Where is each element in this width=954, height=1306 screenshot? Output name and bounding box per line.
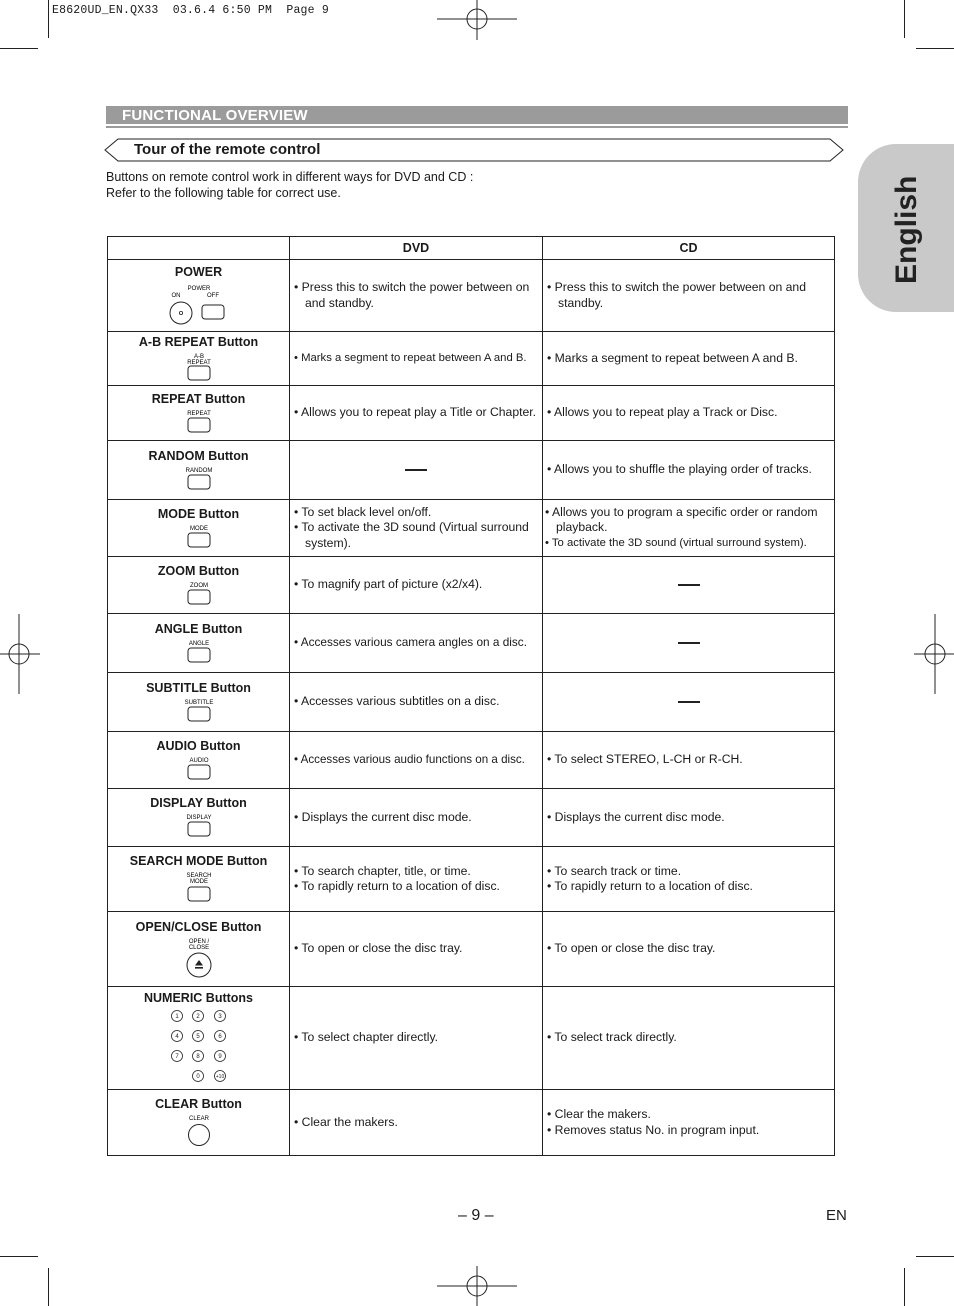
table-row <box>108 500 835 557</box>
angle-button-icon <box>184 639 214 665</box>
icon-label: REPEAT <box>186 410 211 417</box>
cd-description: • To activate the 3D sound (virtual surround system). <box>545 536 807 549</box>
section-header <box>106 106 848 124</box>
button-cell <box>108 912 290 987</box>
icon-label: A-B <box>193 354 204 360</box>
cd-description: • Allows you to shuffle the playing order of tracks. <box>547 462 812 477</box>
button-name: DISPLAY Button <box>150 796 247 810</box>
dvd-description: • Marks a segment to repeat between A and B. <box>294 351 527 364</box>
table-row <box>108 789 835 847</box>
cd-description: • Press this to switch the power between on and standby. <box>547 280 806 310</box>
dvd-cell <box>290 789 543 847</box>
cd-cell <box>543 789 835 847</box>
button-cell <box>108 500 290 557</box>
button-cell <box>108 332 290 386</box>
subsection-title: Tour of the remote control <box>134 141 321 158</box>
crop-mark <box>0 48 38 49</box>
ab-repeat-button-icon <box>184 352 214 382</box>
cd-description: • To rapidly return to a location of disc. <box>547 879 753 893</box>
button-cell <box>108 441 290 500</box>
not-applicable-dash <box>405 469 427 471</box>
icon-label: ON <box>171 293 180 299</box>
cd-description: • To search track or time. <box>547 863 682 878</box>
key-label: 7 <box>174 1053 179 1060</box>
cd-cell <box>543 732 835 789</box>
button-name: CLEAR Button <box>155 1097 242 1111</box>
button-cell <box>108 260 290 332</box>
header-button <box>108 237 290 260</box>
button-cell <box>108 732 290 789</box>
button-cell <box>108 789 290 847</box>
cd-description: • To select track directly. <box>547 1030 677 1045</box>
print-header: E8620UD_EN.QX33 03.6.4 6:50 PM Page 9 <box>52 4 329 17</box>
dvd-cell <box>290 614 543 673</box>
subtitle-button-icon <box>184 698 214 724</box>
button-cell <box>108 987 290 1090</box>
key-label: 3 <box>217 1013 222 1020</box>
random-button-icon <box>184 466 214 492</box>
button-name: ZOOM Button <box>157 563 240 578</box>
dvd-cell <box>290 441 543 500</box>
audio-button-icon <box>184 756 214 782</box>
cd-cell <box>543 614 835 673</box>
cd-cell <box>543 1090 835 1156</box>
dvd-description: • To magnify part of picture (x2/x4). <box>294 577 483 592</box>
icon-label: MODE <box>189 525 208 532</box>
page-number: – 9 – <box>458 1207 494 1224</box>
icon-label: SEARCH <box>185 872 212 879</box>
icon-label: DISPLAY <box>186 815 211 821</box>
table-row <box>108 673 835 732</box>
section-title: FUNCTIONAL OVERVIEW <box>122 107 308 124</box>
icon-label: CLOSE <box>188 944 209 951</box>
dvd-description: • Accesses various subtitles on a disc. <box>294 694 500 709</box>
cd-description: • Removes status No. in program input. <box>547 1122 760 1137</box>
crop-mark <box>916 1256 954 1257</box>
intro-line: Refer to the following table for correct use. <box>106 186 341 200</box>
power-buttons-icon <box>167 282 231 326</box>
crop-mark <box>48 0 49 38</box>
icon-label: AUDIO <box>188 757 209 764</box>
icon-label: POWER <box>187 286 210 292</box>
button-name: A-B REPEAT Button <box>138 335 259 349</box>
dvd-cell <box>290 847 543 912</box>
button-name: RANDOM Button <box>148 448 249 463</box>
cd-cell <box>543 500 835 557</box>
header-dvd: DVD <box>290 237 543 260</box>
dvd-description: • To rapidly return to a location of disc. <box>294 879 500 893</box>
registration-mark-icon <box>0 614 40 694</box>
icon-label: SUBTITLE <box>184 699 213 706</box>
crop-mark <box>48 1268 49 1306</box>
registration-mark-icon <box>437 1266 517 1306</box>
cd-description: • To select STEREO, L-CH or R-CH. <box>547 752 743 767</box>
zoom-button-icon <box>184 581 214 607</box>
dvd-description: • Accesses various camera angles on a disc. <box>294 635 527 650</box>
dvd-cell <box>290 673 543 732</box>
dvd-description: • To set black level on/off. <box>294 504 432 519</box>
table-row <box>108 987 835 1090</box>
cd-cell <box>543 847 835 912</box>
button-name: SEARCH MODE Button <box>129 853 268 868</box>
table-row <box>108 1090 835 1156</box>
key-label: 5 <box>195 1033 200 1040</box>
search-mode-button-icon <box>184 871 214 905</box>
table-row <box>108 441 835 500</box>
button-cell <box>108 673 290 732</box>
dvd-cell <box>290 500 543 557</box>
button-name: ANGLE Button <box>154 621 243 636</box>
dvd-cell <box>290 260 543 332</box>
subsection-header <box>104 138 844 162</box>
button-name: MODE Button <box>157 506 240 521</box>
cd-cell <box>543 912 835 987</box>
icon-label: REPEAT <box>186 360 211 366</box>
table-row <box>108 732 835 789</box>
header-cd: CD <box>543 237 835 260</box>
dvd-cell <box>290 987 543 1090</box>
button-name: NUMERIC Buttons <box>143 990 253 1005</box>
dvd-description: • Accesses various audio functions on a disc. <box>294 753 525 767</box>
language-tab-label: English <box>890 175 923 284</box>
crop-mark <box>0 1256 38 1257</box>
icon-label: ZOOM <box>189 582 208 589</box>
not-applicable-dash <box>678 642 700 643</box>
cd-description: • Allows you to repeat play a Track or Disc. <box>547 405 778 420</box>
dvd-description: • To activate the 3D sound (Virtual surround system). <box>294 520 529 550</box>
intro-text <box>106 169 473 201</box>
repeat-button-icon <box>184 409 214 435</box>
dvd-description: • To select chapter directly. <box>294 1030 439 1045</box>
language-code: EN <box>826 1207 847 1224</box>
button-cell <box>108 386 290 441</box>
button-name: AUDIO Button <box>156 738 241 753</box>
button-name: REPEAT Button <box>151 391 246 406</box>
cd-cell <box>543 332 835 386</box>
key-label: 4 <box>174 1033 179 1040</box>
cd-cell <box>543 386 835 441</box>
dvd-description: • To search chapter, title, or time. <box>294 863 471 878</box>
table-row <box>108 847 835 912</box>
table-row <box>108 912 835 987</box>
cd-cell <box>543 260 835 332</box>
dvd-cell <box>290 1090 543 1156</box>
dvd-cell <box>290 332 543 386</box>
crop-mark <box>904 1268 905 1306</box>
icon-label: OPEN / <box>188 938 209 945</box>
icon-label: RANDOM <box>185 467 212 474</box>
button-name: POWER <box>174 265 223 279</box>
cd-cell <box>543 673 835 732</box>
display-button-icon <box>184 813 214 839</box>
button-name: SUBTITLE Button <box>146 680 251 695</box>
icon-label: MODE <box>189 878 208 885</box>
dvd-description: • To open or close the disc tray. <box>294 941 463 956</box>
cd-description: • Allows you to program a specific order or random playback. <box>545 504 818 535</box>
table-row <box>108 386 835 441</box>
cd-description: • To open or close the disc tray. <box>547 941 716 956</box>
dvd-cell <box>290 912 543 987</box>
cd-cell <box>543 557 835 614</box>
intro-line: Buttons on remote control work in different ways for DVD and CD : <box>106 170 474 184</box>
function-table <box>107 236 835 1156</box>
key-label: 1 <box>174 1013 179 1020</box>
key-label: 0 <box>195 1073 200 1080</box>
cd-description: • Marks a segment to repeat between A and B. <box>547 350 798 365</box>
crop-mark <box>904 0 905 38</box>
key-label: 9 <box>217 1053 222 1060</box>
button-name: OPEN/CLOSE Button <box>135 919 262 934</box>
icon-label: OFF <box>206 293 219 299</box>
dvd-cell <box>290 732 543 789</box>
icon-label: ANGLE <box>188 640 209 647</box>
language-side-tab <box>858 144 954 312</box>
mode-button-icon <box>184 524 214 550</box>
registration-mark-icon <box>437 0 517 40</box>
dvd-description: • Press this to switch the power between on and standby. <box>294 280 530 310</box>
table-header-row <box>108 237 835 260</box>
crop-mark <box>916 48 954 49</box>
table-row <box>108 260 835 332</box>
table-row <box>108 332 835 386</box>
button-cell <box>108 614 290 673</box>
cd-description: • Displays the current disc mode. <box>547 809 725 824</box>
dvd-description: • Displays the current disc mode. <box>294 809 472 824</box>
not-applicable-dash <box>678 701 700 702</box>
eject-button-icon <box>184 937 214 979</box>
cd-description: • Clear the makers. <box>547 1107 651 1121</box>
button-cell <box>108 557 290 614</box>
clear-button-icon <box>184 1114 214 1148</box>
numeric-keypad-icon <box>166 1008 232 1086</box>
not-applicable-dash <box>678 584 700 585</box>
dvd-description: • Allows you to repeat play a Title or Chapter. <box>294 405 537 420</box>
cd-cell <box>543 987 835 1090</box>
table-row <box>108 614 835 673</box>
key-label: +10 <box>215 1073 224 1080</box>
key-label: 6 <box>217 1033 222 1040</box>
icon-label: CLEAR <box>188 1116 209 1122</box>
dvd-description: • Clear the makers. <box>294 1114 398 1129</box>
dvd-cell <box>290 557 543 614</box>
section-underline <box>106 126 848 128</box>
dvd-cell <box>290 386 543 441</box>
button-cell <box>108 1090 290 1156</box>
cd-cell <box>543 441 835 500</box>
key-label: 2 <box>195 1013 200 1020</box>
button-cell <box>108 847 290 912</box>
key-label: 8 <box>195 1053 200 1060</box>
table-row <box>108 557 835 614</box>
registration-mark-icon <box>914 614 954 694</box>
